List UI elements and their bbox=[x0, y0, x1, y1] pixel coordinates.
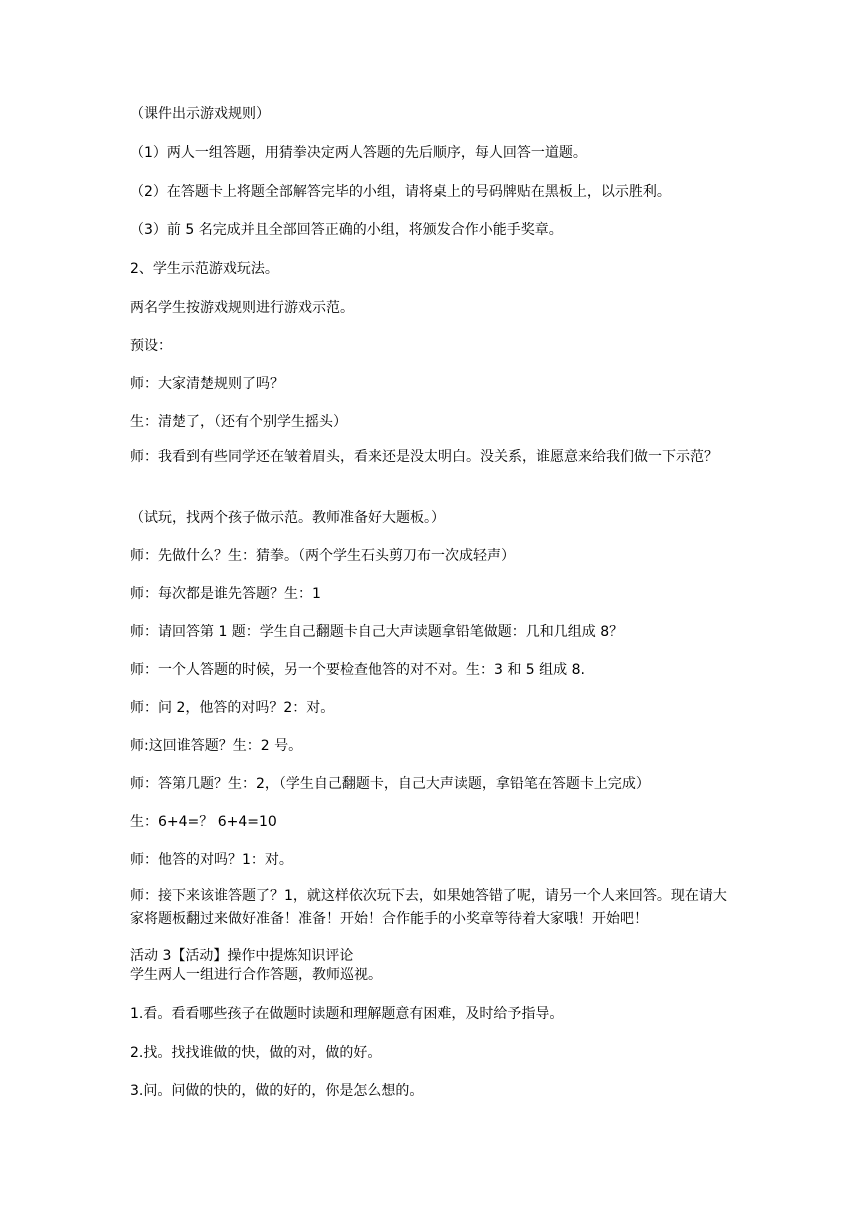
paragraph-dialogue-2: 生：清楚了，（还有个别学生摇头） bbox=[130, 414, 347, 430]
paragraph-dialogue-1: 师：大家清楚规则了吗？ bbox=[130, 376, 284, 392]
paragraph-demo-intro: 两名学生按游戏规则进行游戏示范。 bbox=[130, 300, 354, 316]
paragraph-activity-3-heading: 活动 3【活动】操作中提炼知识评论 bbox=[130, 948, 354, 964]
paragraph-step-find: 2.找。找找谁做的快，做的对，做的好。 bbox=[130, 1045, 382, 1061]
paragraph-section-2-heading: 2、学生示范游戏玩法。 bbox=[130, 261, 279, 277]
paragraph-dialogue-13: 师：接下来该谁答题了？1，就这样依次玩下去，如果她答错了呢，请另一个人来回答。现在请大家将题板翻过来做好准备！准备！开始！合作能手的小奖章等待着大家哦！开始吧！ bbox=[130, 888, 727, 927]
paragraph-dialogue-3: 师：我看到有些同学还在皱着眉头，看来还是没太明白。没关系，谁愿意来给我们做一下示范？ bbox=[130, 449, 718, 465]
paragraph-dialogue-4: 师：先做什么？生：猜拳。（两个学生石头剪刀布一次成轻声） bbox=[130, 548, 515, 564]
paragraph-courseware-rules: （课件出示游戏规则） bbox=[130, 106, 270, 122]
paragraph-dialogue-5: 师：每次都是谁先答题？生：1 bbox=[130, 586, 321, 602]
paragraph-dialogue-11: 生：6+4=？ 6+4=10 bbox=[130, 814, 277, 830]
paragraph-preset: 预设： bbox=[130, 338, 172, 354]
paragraph-step-look: 1.看。看看哪些孩子在做题时读题和理解题意有困难，及时给予指导。 bbox=[130, 1006, 564, 1022]
paragraph-dialogue-12: 师：他答的对吗？1：对。 bbox=[130, 852, 293, 868]
paragraph-step-ask: 3.问。问做的快的，做的好的，你是怎么想的。 bbox=[130, 1083, 424, 1099]
paragraph-activity-3-desc: 学生两人一组进行合作答题，教师巡视。 bbox=[130, 967, 382, 983]
paragraph-rule-3: （3）前 5 名完成并且全部回答正确的小组，将颁发合作小能手奖章。 bbox=[130, 222, 563, 238]
paragraph-dialogue-7: 师：一个人答题的时候，另一个要检查他答的对不对。生：3 和 5 组成 8. bbox=[130, 662, 585, 678]
paragraph-rule-1: （1）两人一组答题，用猜拳决定两人答题的先后顺序，每人回答一道题。 bbox=[130, 145, 587, 161]
paragraph-dialogue-10: 师：答第几题？生：2，（学生自己翻题卡，自己大声读题，拿铅笔在答题卡上完成） bbox=[130, 776, 650, 792]
paragraph-trial: （试玩，找两个孩子做示范。教师准备好大题板。） bbox=[130, 510, 445, 526]
paragraph-dialogue-6: 师：请回答第 1 题：学生自己翻题卡自己大声读题拿铅笔做题：几和几组成 8？ bbox=[130, 624, 624, 640]
paragraph-dialogue-9: 师:这回谁答题？生：2 号。 bbox=[130, 738, 303, 754]
paragraph-dialogue-8: 师：问 2，他答的对吗？2：对。 bbox=[130, 700, 335, 716]
paragraph-rule-2: （2）在答题卡上将题全部解答完毕的小组，请将桌上的号码牌贴在黑板上，以示胜利。 bbox=[130, 184, 671, 200]
